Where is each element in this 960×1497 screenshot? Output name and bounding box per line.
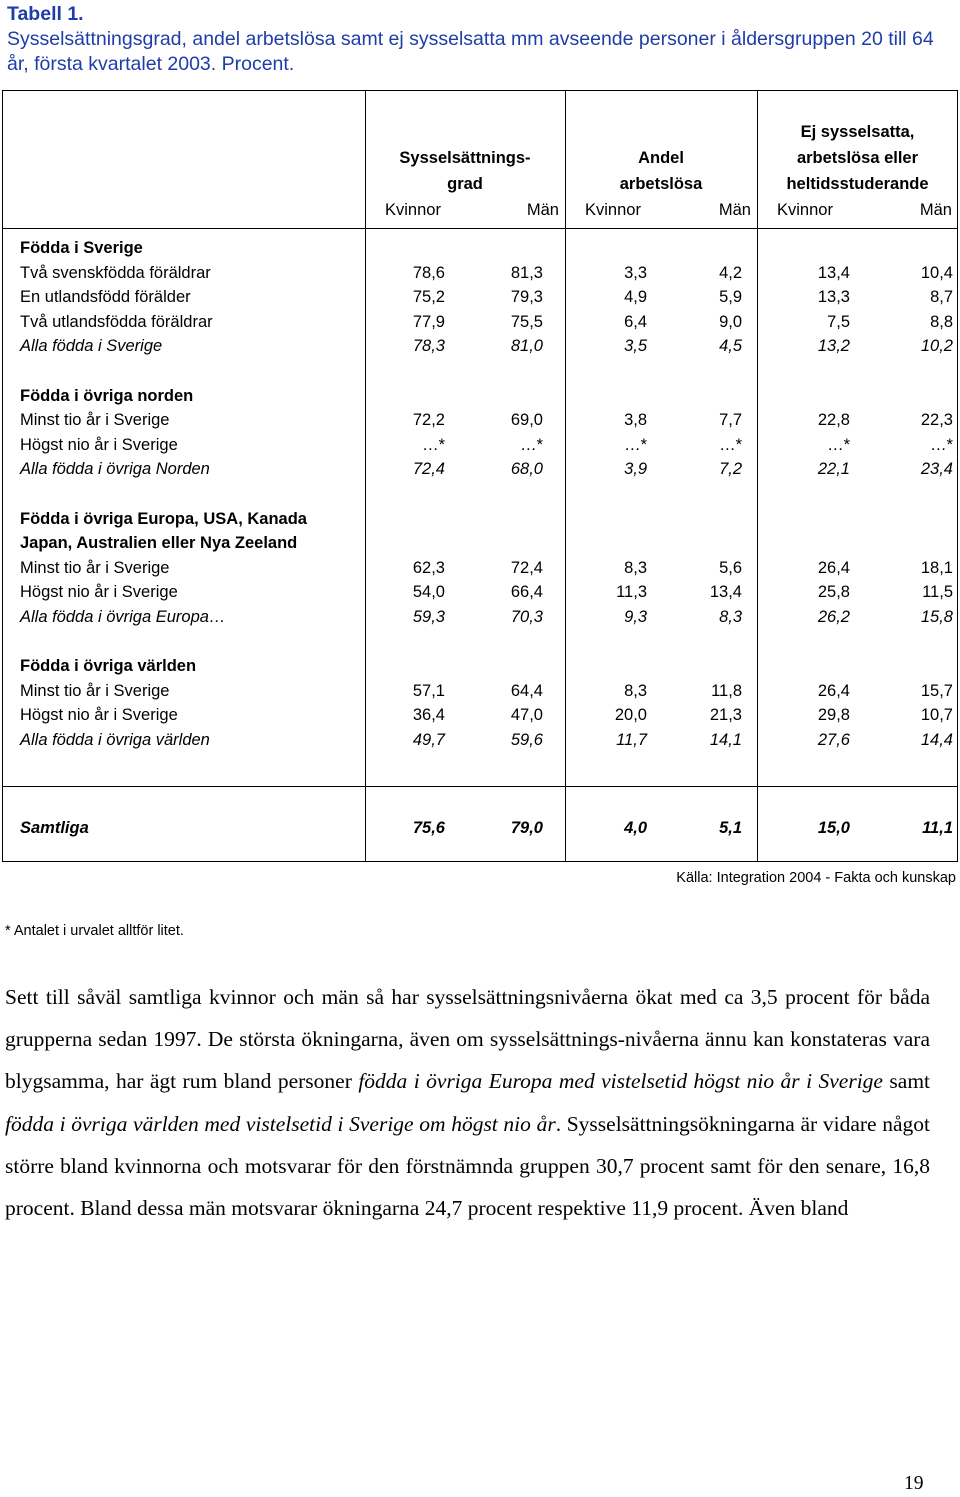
- table-cell-value: 70,3: [510, 608, 543, 626]
- table-cell-value: 11,1: [922, 819, 953, 837]
- column-group-header: arbetslösa eller: [796, 149, 919, 167]
- subcolumn-header: Män: [718, 201, 751, 219]
- table-title: Tabell 1.: [7, 3, 84, 25]
- footnote: * Antalet i urvalet alltför litet.: [5, 923, 184, 939]
- table-cell-value: 7,7: [719, 411, 742, 430]
- table-cell-value: 54,0: [412, 583, 445, 602]
- table-cell-value: …*: [719, 435, 742, 454]
- table-row-total-label: Alla födda i övriga Norden: [20, 460, 210, 479]
- table-cell-value: 36,4: [412, 706, 445, 725]
- table-row-label: En utlandsfödd förälder: [20, 288, 191, 307]
- table-cell-value: …*: [930, 435, 953, 454]
- table-cell-value: 75,6: [412, 819, 445, 837]
- column-group-header: grad: [447, 175, 483, 193]
- table-cell-value: 5,6: [719, 558, 742, 577]
- body-paragraph: [5, 976, 930, 1229]
- table-cell-value: 72,4: [412, 460, 445, 479]
- table-cell-value: 22,3: [920, 411, 953, 430]
- table-cell-value: 22,8: [817, 411, 850, 430]
- table-row-label: Högst nio år i Sverige: [20, 706, 178, 725]
- table-cell-value: 8,3: [624, 681, 647, 700]
- table-cell-value: 29,8: [817, 706, 850, 725]
- table-cell-value: 72,4: [510, 558, 543, 577]
- column-group-header: heltidsstuderande: [786, 175, 929, 193]
- table-cell-value: 77,9: [412, 312, 445, 331]
- table-cell-value: 81,0: [510, 337, 543, 356]
- table-cell-value: …*: [624, 435, 647, 454]
- table-cell-value: 9,3: [624, 608, 647, 626]
- data-table: [2, 90, 958, 862]
- table-cell-value: 18,1: [920, 558, 953, 577]
- table-cell-value: 11,3: [616, 583, 647, 602]
- table-cell-value: 75,5: [510, 312, 543, 331]
- table-cell-value: 8,3: [624, 558, 647, 577]
- table-cell-value: 62,3: [412, 558, 445, 577]
- table-row-label: Minst tio år i Sverige: [20, 681, 170, 700]
- subcolumn-header: Kvinnor: [777, 201, 833, 219]
- body-text-part: samt: [882, 1069, 931, 1094]
- body-text-part: . Sysselsättningsökningarna är vidare något större bland kvinnorna och motsvarar för den förstnämnda gruppen 30,7 procent samt för den senare, 16,8 procent. Bland dessa män motsvarar ökningarna 24,7 procent respektive 11,9 procent. Även bland: [5, 1111, 931, 1221]
- table-cell-value: 4,2: [719, 263, 742, 282]
- body-emphasis: födda i övriga världen med vistelsetid i Sverige om högst nio år: [5, 1111, 556, 1136]
- table-row-label: Högst nio år i Sverige: [20, 583, 178, 602]
- table-cell-value: 69,0: [510, 411, 543, 430]
- table-cell-value: 79,0: [510, 819, 543, 837]
- summary-row-label: Samtliga: [20, 819, 89, 837]
- table-cell-value: 21,3: [709, 706, 742, 725]
- body-emphasis: födda i övriga Europa med vistelsetid högst nio år i Sverige: [358, 1069, 883, 1094]
- table-cell-value: 10,4: [920, 263, 953, 282]
- table-cell-value: 59,6: [510, 731, 543, 749]
- table-cell-value: 20,0: [614, 706, 647, 725]
- table-cell-value: 4,5: [719, 337, 742, 356]
- table-cell-value: 8,8: [930, 312, 953, 331]
- table-cell-value: 15,7: [920, 681, 953, 700]
- table-cell-value: 57,1: [412, 681, 445, 700]
- group-heading: Födda i övriga Europa, USA, Kanada: [20, 509, 307, 528]
- page-number: 19: [904, 1473, 924, 1494]
- table-cell-value: 3,5: [624, 337, 647, 356]
- table-cell-value: 9,0: [719, 312, 742, 331]
- table-cell-value: 8,3: [719, 608, 742, 626]
- table-border-bottom: [2, 861, 958, 862]
- table-cell-value: 26,4: [817, 681, 850, 700]
- table-cell-value: 68,0: [510, 460, 543, 479]
- table-row-total-label: Alla födda i Sverige: [20, 337, 163, 356]
- table-row-label: Högst nio år i Sverige: [20, 435, 178, 454]
- table-cell-value: 10,2: [920, 337, 953, 356]
- table-row-label: Minst tio år i Sverige: [20, 558, 170, 577]
- table-cell-value: 11,8: [711, 681, 742, 700]
- table-cell-value: 15,0: [817, 819, 850, 837]
- table-cell-value: 22,1: [817, 460, 850, 479]
- column-group-header: arbetslösa: [619, 175, 703, 193]
- table-cell-value: 4,0: [624, 819, 647, 837]
- table-cell-value: 13,3: [817, 288, 850, 307]
- table-cell-value: 66,4: [510, 583, 543, 602]
- table-cell-value: 64,4: [510, 681, 543, 700]
- table-row-total-label: Alla födda i övriga Europa…: [20, 608, 226, 626]
- table-cell-value: 7,2: [719, 460, 742, 479]
- table-row-label: Två utlandsfödda föräldrar: [20, 312, 213, 331]
- table-cell-value: 25,8: [817, 583, 850, 602]
- table-cell-value: 49,7: [412, 731, 445, 749]
- group-heading: Födda i Sverige: [20, 239, 143, 257]
- group-heading: Födda i övriga norden: [20, 386, 194, 405]
- table-cell-value: …*: [827, 435, 850, 454]
- column-group-header: Andel: [638, 149, 684, 167]
- table-cell-value: 72,2: [412, 411, 445, 430]
- subcolumn-header: Kvinnor: [385, 201, 441, 219]
- table-row-total-label: Alla födda i övriga världen: [20, 731, 210, 749]
- table-caption: Sysselsättningsgrad, andel arbetslösa samt ej sysselsatta mm avseende personer i åldersgruppen 20 till 64 år, första kvartalet 2003. Procent.: [7, 28, 934, 75]
- summary-divider-top: [2, 786, 958, 787]
- table-cell-value: 27,6: [817, 731, 850, 749]
- column-group-header: Ej sysselsatta,: [800, 123, 915, 141]
- group-heading: Födda i övriga världen: [20, 657, 197, 676]
- table-cell-value: 47,0: [510, 706, 543, 725]
- table-cell-value: 11,5: [922, 583, 953, 602]
- table-cell-value: 5,9: [719, 288, 742, 307]
- table-cell-value: 26,2: [817, 608, 850, 626]
- column-group-header: Sysselsättnings-: [399, 149, 531, 167]
- table-cell-value: 3,9: [624, 460, 647, 479]
- body-text-part: Sett till såväl samtliga kvinnor och män så har sysselsättningsnivåerna ökat med ca 3,5 procent för båda grupperna sedan 1997. De största ökningarna, även om sysselsättnings-nivåerna ännu kan konstateras vara blygsamma, har ägt rum bland personer: [5, 985, 930, 1094]
- subcolumn-header: Kvinnor: [585, 201, 641, 219]
- table-cell-value: 13,4: [709, 583, 742, 602]
- table-cell-value: 81,3: [510, 263, 543, 282]
- source-note: Källa: Integration 2004 - Fakta och kunskap: [676, 870, 956, 886]
- table-cell-value: 75,2: [412, 288, 445, 307]
- table-cell-value: 14,1: [709, 731, 742, 749]
- table-cell-value: 6,4: [624, 312, 647, 331]
- table-cell-value: 14,4: [920, 731, 953, 749]
- table-cell-value: 8,7: [930, 288, 953, 307]
- table-cell-value: 78,3: [412, 337, 445, 356]
- table-cell-value: …*: [520, 435, 543, 454]
- table-cell-value: 13,2: [817, 337, 850, 356]
- table-caption-block: [7, 2, 952, 77]
- table-cell-value: 59,3: [412, 608, 445, 626]
- table-border-top: [2, 90, 958, 91]
- table-row-label: Två svenskfödda föräldrar: [20, 263, 211, 282]
- table-cell-value: 3,8: [624, 411, 647, 430]
- table-cell-value: 4,9: [624, 288, 647, 307]
- subcolumn-header: Män: [919, 201, 952, 219]
- table-cell-value: 23,4: [920, 460, 953, 479]
- table-cell-value: 5,1: [719, 819, 742, 837]
- table-cell-value: 79,3: [510, 288, 543, 307]
- table-cell-value: 78,6: [412, 263, 445, 282]
- table-border-left: [2, 90, 3, 862]
- header-divider: [2, 228, 958, 229]
- table-cell-value: 13,4: [817, 263, 850, 282]
- table-cell-value: 7,5: [827, 312, 850, 331]
- table-row-label: Minst tio år i Sverige: [20, 411, 170, 430]
- table-cell-value: …*: [422, 435, 445, 454]
- table-cell-value: 3,3: [624, 263, 647, 282]
- table-cell-value: 10,7: [920, 706, 953, 725]
- table-cell-value: 11,7: [616, 731, 647, 749]
- subcolumn-header: Män: [526, 201, 559, 219]
- group-heading: Japan, Australien eller Nya Zeeland: [20, 534, 298, 553]
- table-cell-value: 26,4: [817, 558, 850, 577]
- table-cell-value: 15,8: [920, 608, 953, 626]
